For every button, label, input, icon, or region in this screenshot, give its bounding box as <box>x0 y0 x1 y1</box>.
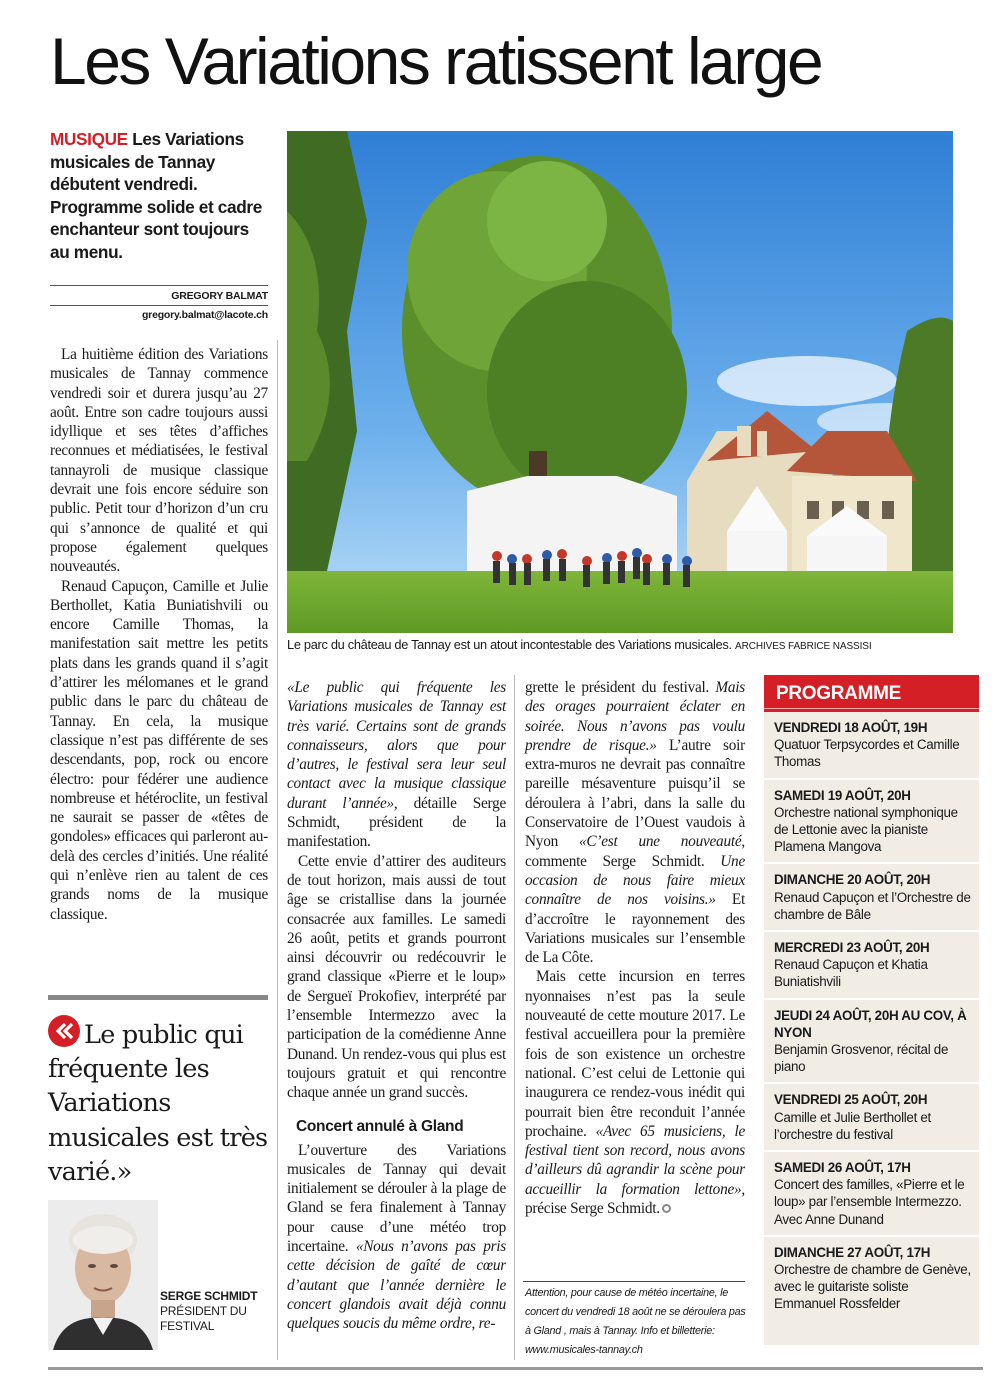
programme-item <box>764 1084 979 1152</box>
chateau-park-photo <box>287 131 953 633</box>
end-of-article-icon <box>662 1204 671 1213</box>
programme-item <box>764 712 979 780</box>
programme-date: SAMEDI 26 AOÛT, 17H <box>774 1160 911 1176</box>
col3-quote-d: «Avec 65 musiciens, le festival tient son record, nous avons d’ailleurs dû agrandir la scène pour accueillir la formation lettone» <box>525 1122 745 1198</box>
col2-paragraph-3 <box>287 1141 506 1334</box>
col2-paragraph-2: Cette envie d’attirer des auditeurs de tout horizon, mais aussi de tout âge se cristallise dans la journée consacrée aux familles. Le samedi 26 août, petits et grands pourront ainsi découvrir ou redécouvrir le grand classique «Pierre et le loup» de Sergueï Prokofiev, interprété par l’ensemble Intermezzo avec la participation de la comédienne Anne Dunand. Un rendez-vous qui plus est toujours gratuit et qui rencontre chaque année un grand succès. <box>287 852 506 1102</box>
column-3 <box>525 678 745 1218</box>
programme-item <box>764 1237 979 1320</box>
programme-date: MERCREDI 23 AOÛT, 20H <box>774 940 930 956</box>
programme-desc: Orchestre national symphonique de Lettonie avec la pianiste Plamena Mangova <box>774 804 958 855</box>
byline-email[interactable]: gregory.balmat@lacote.ch <box>141 309 268 321</box>
page-bottom-rule <box>48 1367 983 1370</box>
pull-quote <box>48 995 268 1360</box>
programme-desc: Benjamin Grosvenor, récital de piano <box>774 1042 949 1075</box>
programme-item <box>764 1152 979 1237</box>
programme-desc: Quatuor Terpsycordes et Camille Thomas <box>774 737 960 770</box>
col2-quote-3: «Nous n’avons pas pris cette décision de gaîté de cœur d’autant que l’année dernière le concert glandois avait déjà connu quelques soucis du même ordre, re- <box>287 1238 506 1333</box>
programme-desc: Renaud Capuçon et Khatia Buniatishvili <box>774 957 928 990</box>
programme-desc: Orchestre de chambre de Genève, avec le guitariste soliste Emmanuel Rossfelder <box>774 1262 971 1312</box>
programme-box <box>764 675 979 1345</box>
caption-text: Le parc du château de Tannay est un atout incontestable des Variations musicales. <box>287 637 732 652</box>
lead-text: Les Variations musicales de Tannay débutent vendredi. Programme solide et cadre enchanteur sont toujours au menu. <box>50 129 262 262</box>
col3-text-e: Mais cette incursion en terres nyonnaises n’est pas la seule nouveauté de cette mouture 2017. Le festival accueillera pour la première fois de son existence un orchestre national. C’est celui de Lettonie qui inaugurera ce rendez-vous inédit qui pourrait bien être reconduit l’année prochaine. <box>525 968 745 1140</box>
photo-caption <box>287 637 957 652</box>
article-lead <box>50 128 272 264</box>
programme-item <box>764 932 979 1000</box>
byline-author: GREGORY BALMAT <box>171 290 268 302</box>
programme-date: DIMANCHE 27 AOÛT, 17H <box>774 1244 931 1260</box>
portrait-illustration <box>48 1200 158 1350</box>
programme-item <box>764 780 979 865</box>
quote-mark-icon <box>48 1015 80 1047</box>
programme-item <box>764 1000 979 1085</box>
photo-illustration <box>287 131 953 633</box>
col2-quote-1: «Le public qui fréquente les Variations musicales de Tannay est très varié. Certains sont de grands connaisseurs, alors que pour d’autres, le festival sera leur seul contact avec la musique classique durant l’année» <box>287 679 506 812</box>
col3-paragraph-2 <box>525 967 745 1218</box>
photo-credit: ARCHIVES FABRICE NASSISI <box>735 641 872 652</box>
col3-text-b: L’autre soir extra-muros ne devrait pas connaître pareille mésaventure puisqu’il se déroulera à l’abri, dans la salle du Conservatoire de l’Ouest vaudois à Nyon <box>525 736 745 851</box>
programme-date: DIMANCHE 20 AOÛT, 20H <box>774 872 931 888</box>
col3-quote-c: Une occasion de nous faire mieux connaître de nos voisins.» <box>525 852 745 909</box>
col3-quote-a: Mais des orages pourraient éclater en soirée. Nous n’avons pas voulu prendre de risque.» <box>525 679 745 754</box>
col3-text-a: grette le président du festival. <box>525 679 716 696</box>
col2-paragraph-1 <box>287 678 506 852</box>
col2-text-1: , détaille Serge Schmidt, président de la manifestation. <box>287 794 507 851</box>
quote-text: Le public qui fréquente les Variations musicales est très varié.» <box>48 1020 268 1187</box>
quote-top-bar <box>48 995 268 1000</box>
col2-subhead: Concert annulé à Gland <box>296 1117 464 1135</box>
quote-attribution <box>160 1289 268 1334</box>
col3-text-f: , précise Serge Schmidt. <box>525 1180 745 1218</box>
column-divider-2 <box>514 675 515 1360</box>
programme-item <box>764 864 979 932</box>
programme-date: VENDREDI 18 AOÛT, 19H <box>774 720 928 735</box>
col1-paragraph-2: Renaud Capuçon, Camille et Julie Berthollet, Katia Buniatishvili ou encore Camille Thomas, la manifestation sait mettre les petits plats dans les grands quand il s’agit d’attirer les mélomanes et le grand public dans le parc du château de Tannay. En cela, la musique classique n’est pas différente de ses descendants, pop, rock ou encore électro: pour fédérer une audience nombreuse et hétéroclite, un festival ne saurait se passer de «têtes de gondoles» efficaces qui parleront au-delà des cercles d’initiés. Une réalité qui n’enlève rien au talent de ces grands noms de la musique classique. <box>50 577 268 923</box>
programme-date: VENDREDI 25 AOÛT, 20H <box>774 1092 928 1108</box>
info-note: Attention, pour cause de météo incertaine, le concert du vendredi 18 août ne se déroulera pas à Gland , mais à Tannay. Info et billetterie: www.musicales-tannay.ch <box>525 1287 746 1356</box>
col1-paragraph-1: La huitième édition des Variations musicales de Tannay commence vendredi soir et durera jusqu’au 27 août. Entre son cadre toujours aussi idyllique et ses têtes d’affiches reconnues et médiatisées, le festival tannayroli de musique classique devrait une fois encore séduire son public. Petit tour d’horizon d’un cru qui s’annonce de qualité et qui propose également quelques nouveautés. <box>50 346 268 576</box>
column-2 <box>287 678 506 1334</box>
portrait-photo <box>48 1200 158 1350</box>
column-divider-1 <box>277 340 278 1360</box>
note-rule <box>523 1281 745 1282</box>
byline-rule-2 <box>50 305 268 306</box>
column-1 <box>50 345 268 924</box>
programme-title: PROGRAMME <box>764 675 979 712</box>
section-kicker: MUSIQUE <box>50 129 128 149</box>
programme-desc: Camille et Julie Berthollet et l’orchestre du festival <box>774 1109 931 1142</box>
programme-desc: Renaud Capuçon et l’Orchestre de chambre de Bâle <box>774 889 971 922</box>
col2-text-3: L’ouverture des Variations musicales de Tannay qui devait initialement se dérouler à la plage de Gland se fera finalement à Tannay pour cause d’une météo trop incertaine. <box>287 1141 506 1256</box>
quote-person-name: SERGE SCHMIDT <box>160 1289 258 1303</box>
quote-person-role: PRÉSIDENT DU FESTIVAL <box>160 1304 247 1333</box>
programme-desc: Concert des familles, «Pierre et le loup» par l’ensemble Intermezzo. Avec Anne Dunand <box>774 1177 965 1227</box>
col3-text-d: Et d’accroître le rayonnement des Variations musicales sur l’ensemble de La Côte. <box>525 891 746 967</box>
col3-paragraph-1 <box>525 678 745 967</box>
quote-text-block <box>48 1015 268 1189</box>
byline-rule <box>50 285 268 286</box>
article-headline: Les Variations ratissent large <box>50 24 822 98</box>
col3-text-c: , commente Serge Schmidt. <box>525 833 745 870</box>
programme-date: SAMEDI 19 AOÛT, 20H <box>774 787 911 803</box>
col3-quote-b: «C’est une nouveauté <box>579 833 742 851</box>
programme-date: JEUDI 24 AOÛT, 20H AU COV, À NYON <box>774 1007 967 1040</box>
